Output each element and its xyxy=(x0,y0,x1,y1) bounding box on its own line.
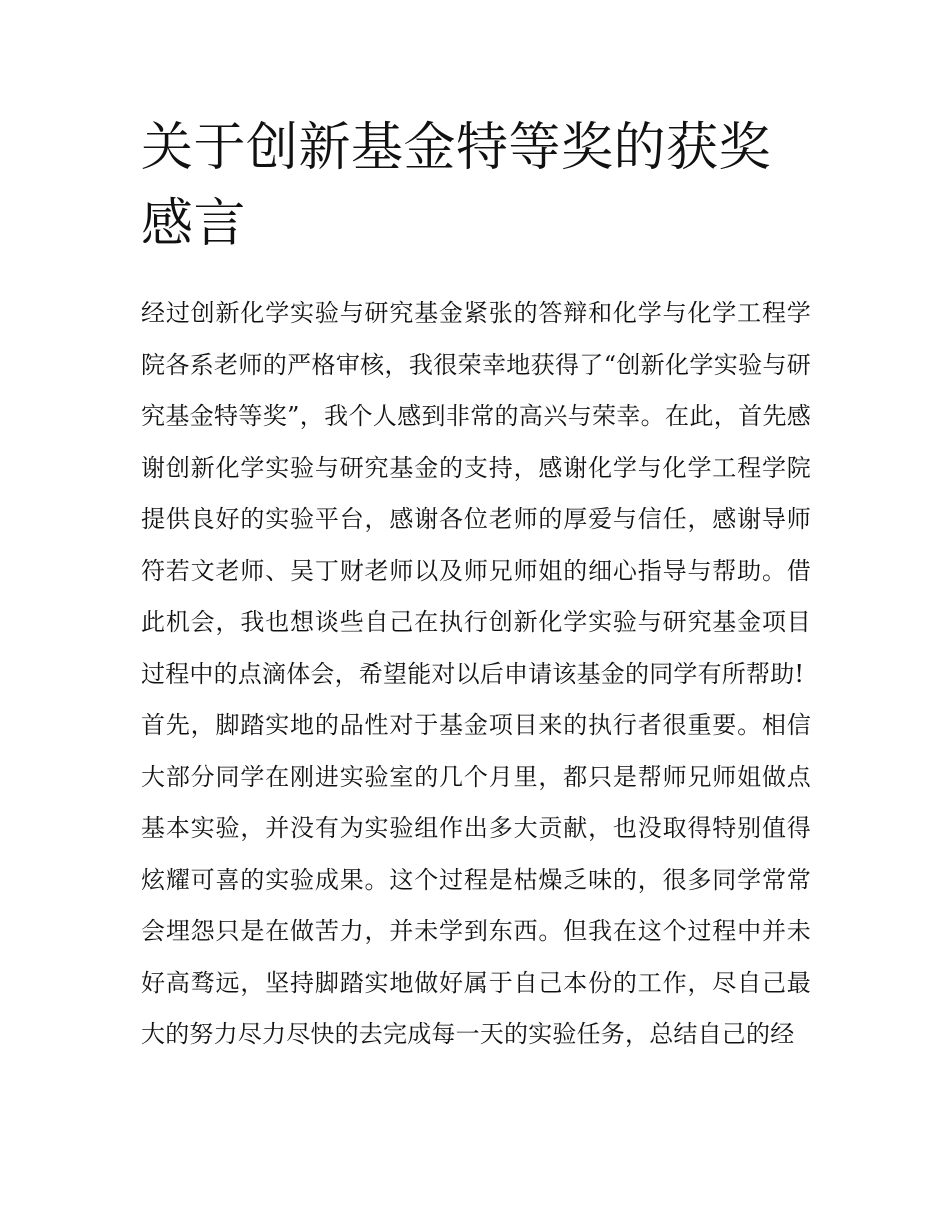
document-page xyxy=(141,110,811,1061)
document-body xyxy=(141,288,811,1061)
paragraph-2: 首先，脚踏实地的品性对于基金项目来的执行者很重要。相信大部分同学在刚进实验室的几个月里，都只是帮师兄师姐做点基本实验，并没有为实验组作出多大贡献，也没取得特别值得炫耀可喜的实验成果。这个过程是枯燥乏味的，很多同学常常会埋怨只是在做苦力，并未学到东西。但我在这个过程中并未好高骛远，坚持脚踏实地做好属于自己本份的工作，尽自己最大的努力尽力尽快的去完成每一天的实验任务，总结自己的经 xyxy=(141,711,811,1048)
document-title: 关于创新基金特等奖的获奖感言 xyxy=(141,118,772,254)
paragraph-1: 经过创新化学实验与研究基金紧张的答辩和化学与化学工程学院各系老师的严格审核，我很荣幸地获得了“创新化学实验与研究基金特等奖”，我个人感到非常的高兴与荣幸。在此，首先感谢创新化学实验与研究基金的支持，感谢化学与化学工程学院提供良好的实验平台，感谢各位老师的厚爱与信任，感谢导师符若文老师、吴丁财老师以及师兄师姐的细心指导与帮助。借此机会，我也想谈些自己在执行创新化学实验与研究基金项目过程中的点滴体会，希望能对以后申请该基金的同学有所帮助! xyxy=(141,299,811,688)
